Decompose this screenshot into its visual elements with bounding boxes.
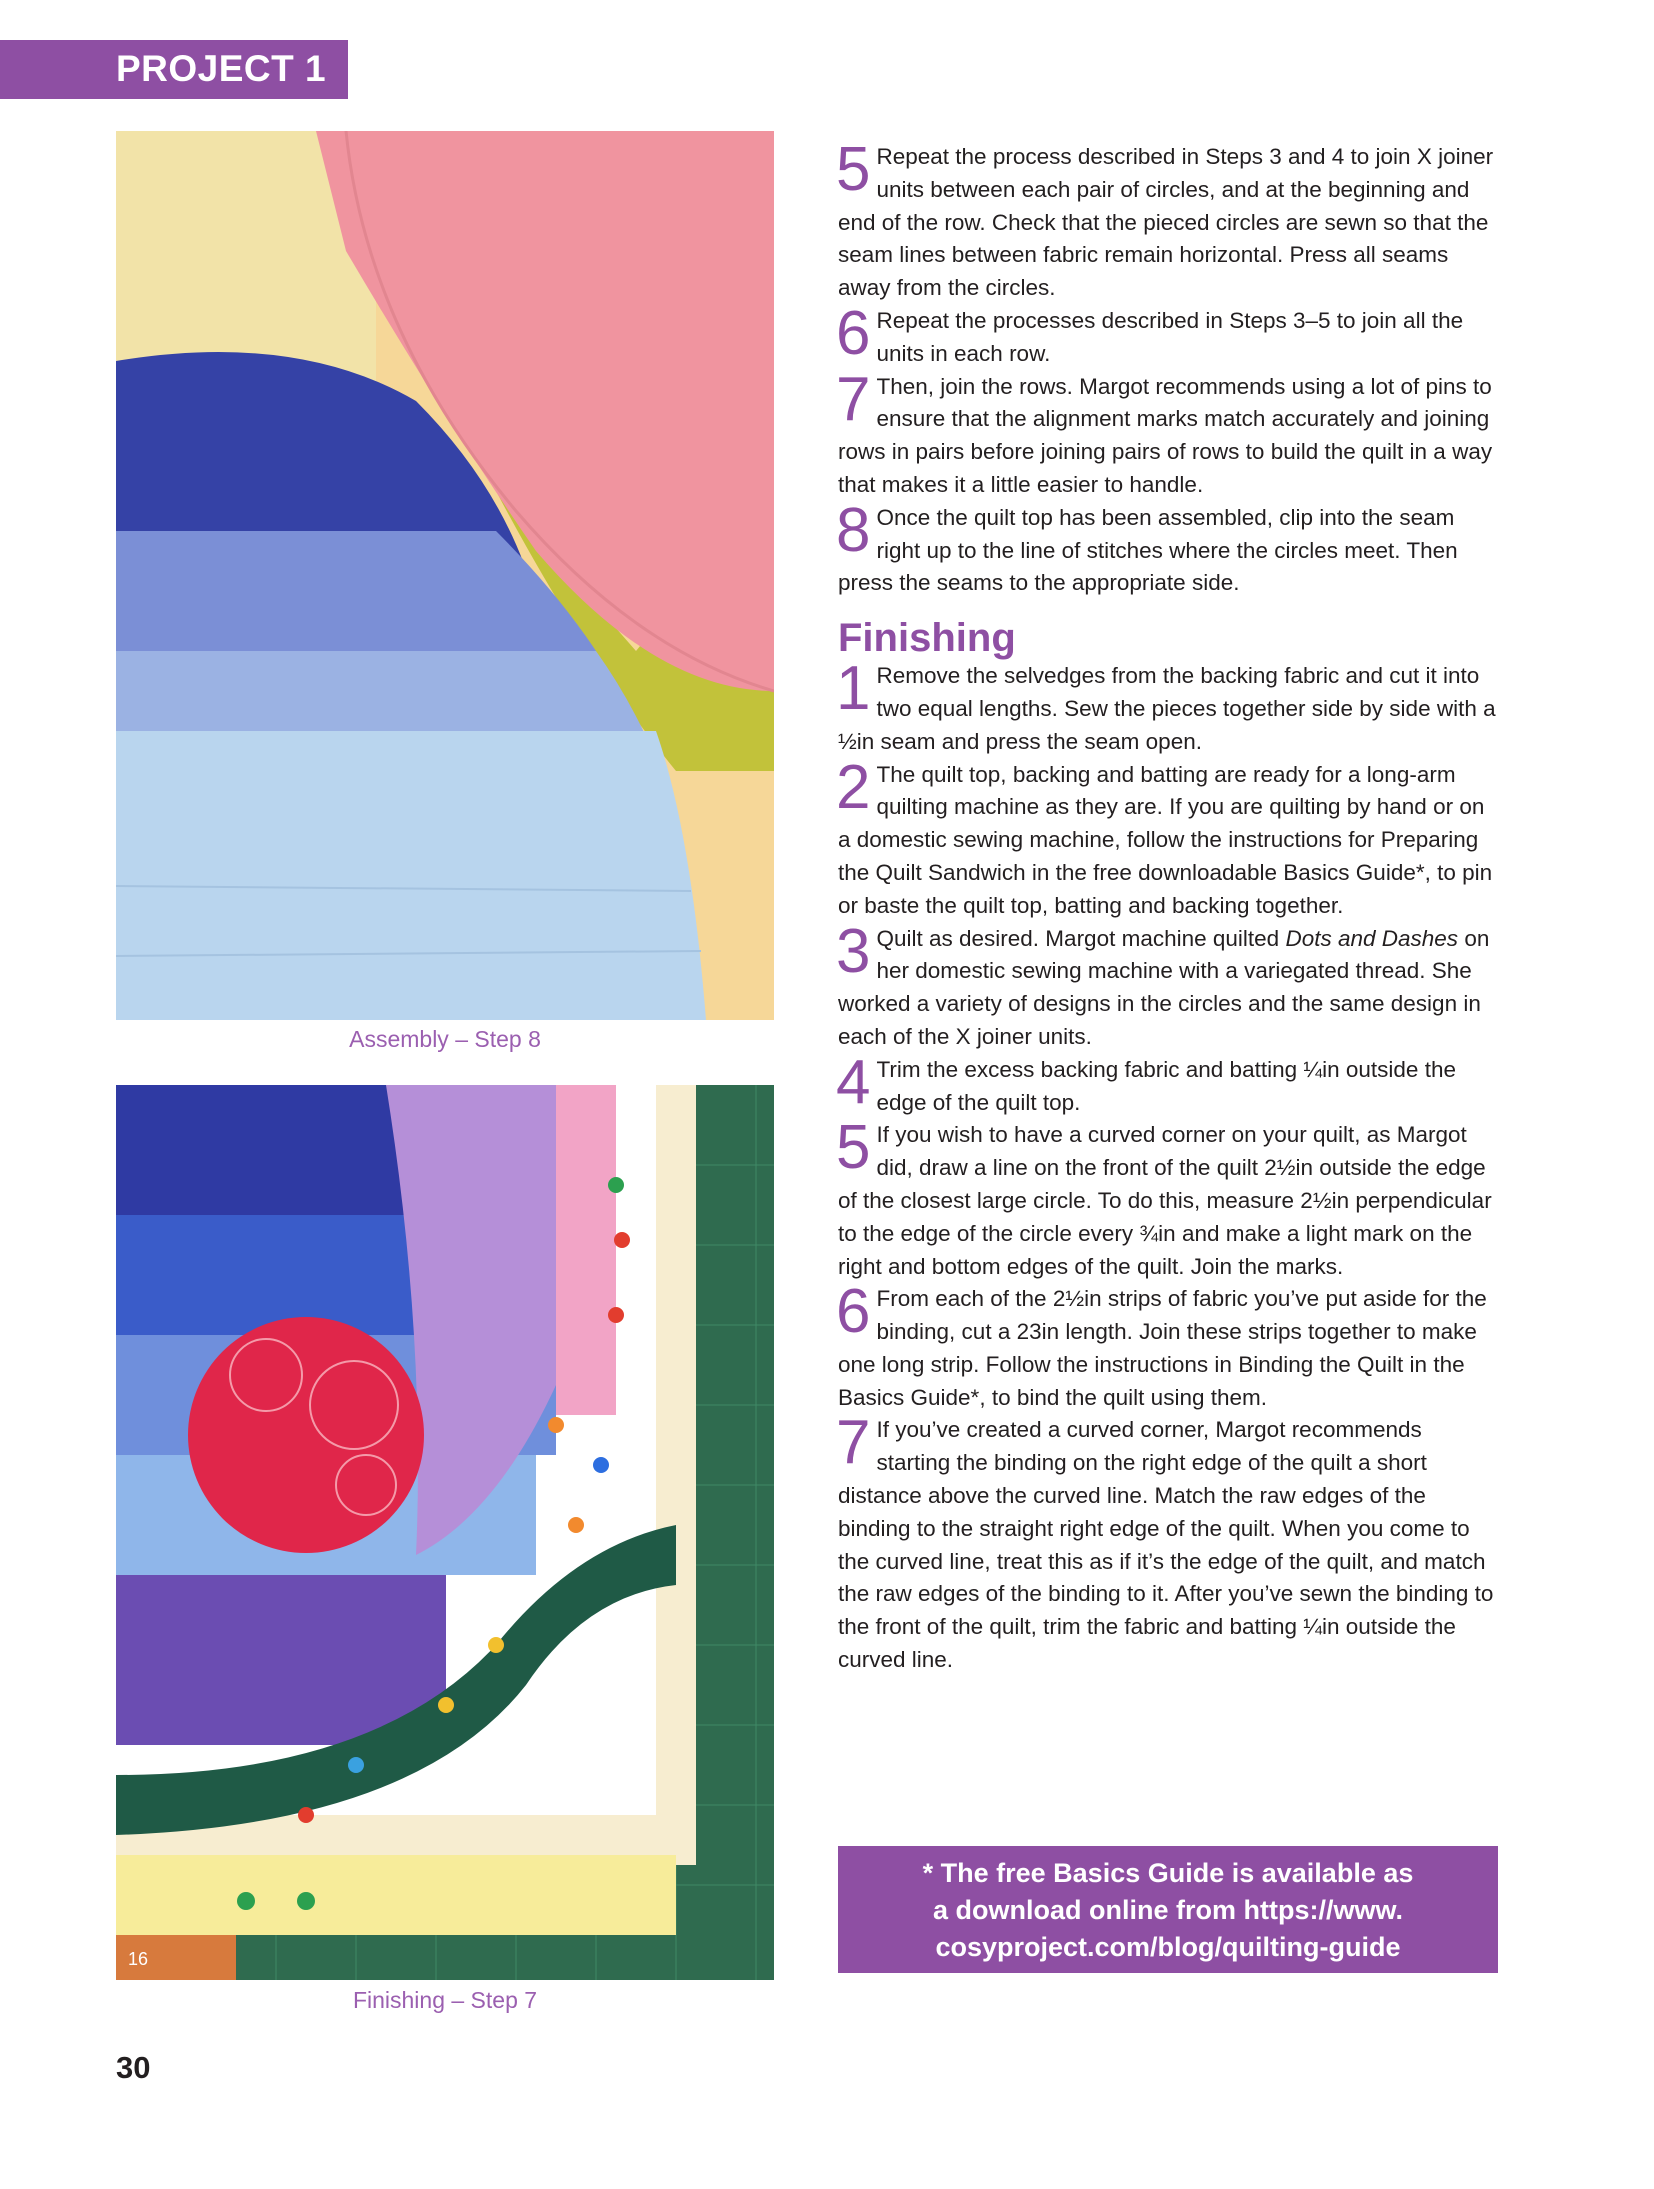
step-text: Then, join the rows. Margot recommends using a lot of pins to ensure that the alignment marks match accurately and joining rows in pairs before joining pairs of rows to build the quilt in a way that makes it a little easier to handle. <box>838 373 1493 497</box>
step-text-start: Quilt as desired. Margot machine quilted <box>876 925 1286 951</box>
quilt-photo-icon <box>116 1085 774 1980</box>
step-text-end: on her domestic sewing machine with a variegated thread. She worked a variety of designs in the circles and the same design in each of the X joiner units. <box>838 925 1490 1049</box>
basics-guide-callout <box>838 1846 1498 1973</box>
section-header-tab <box>0 40 348 99</box>
step-number: 6 <box>836 298 871 368</box>
step-number: 7 <box>836 364 871 434</box>
step-item <box>836 1113 1498 1283</box>
step-item <box>836 752 1498 923</box>
step-text: The quilt top, backing and batting are ready for a long-arm quilting machine as they are. If you are quilting by hand or on a domestic sewing machine, follow the instructions for Preparing the Quilt Sandwich in the free downloadable Basics Guide*, to pin or baste the quilt top, batting and backing together. <box>838 761 1493 918</box>
step-item <box>836 654 1498 758</box>
page-number: 30 <box>116 2050 151 2085</box>
step-item <box>836 298 1498 371</box>
step-number: 7 <box>836 1408 871 1478</box>
step-item <box>836 1277 1498 1414</box>
step-text <box>836 916 1498 1054</box>
section-heading: Finishing <box>838 616 1016 661</box>
assembly-photo <box>116 131 774 1020</box>
finishing-photo <box>116 1085 774 1980</box>
ruler-mark-label: 16 <box>128 1949 149 1969</box>
step-item <box>836 364 1498 502</box>
step-item <box>836 1408 1498 1676</box>
step-number: 3 <box>836 916 871 986</box>
step-text: If you wish to have a curved corner on your quilt, as Margot did, draw a line on the front of the quilt 2½in outside the edge of the closest large circle. To do this, measure 2½in perpendicular to the edge of the circle every ¾in and make a light mark on the right and bottom edges of the quilt. Join the marks. <box>838 1122 1492 1279</box>
figure-caption: Assembly – Step 8 <box>349 1026 541 1052</box>
step-number: 4 <box>836 1047 871 1117</box>
step-number: 6 <box>836 1277 871 1347</box>
figure-caption: Finishing – Step 7 <box>352 1987 538 2013</box>
quilt-name: Dots and Dashes <box>1285 925 1459 951</box>
step-item <box>836 135 1498 305</box>
step-item <box>836 495 1498 600</box>
step-text: Repeat the process described in Steps 3 and 4 to join X joiner units between each pair of circles, and at the beginning and end of the row. Check that the pieced circles are sewn so that the seam lines between fabric remain horizontal. Press all seams away from the circles. <box>838 144 1494 301</box>
step-number: 1 <box>836 654 871 724</box>
quilt-photo-icon <box>116 131 774 1020</box>
step-text: Repeat the processes described in Steps 3–5 to join all the units in each row. <box>876 307 1464 366</box>
section-title: PROJECT 1 <box>116 48 327 89</box>
callout-line[interactable]: a download online from https://www. <box>933 1895 1403 1925</box>
step-number: 8 <box>836 495 871 565</box>
step-text: Remove the selvedges from the backing fabric and cut it into two equal lengths. Sew the pieces together side by side with a ½in seam and press the seam open. <box>838 663 1496 754</box>
callout-line[interactable]: cosyproject.com/blog/quilting-guide <box>935 1932 1401 1962</box>
step-text: If you’ve created a curved corner, Margot recommends starting the binding on the right edge of the quilt a short distance above the curved line. Match the raw edges of the binding to the straight right edge of the quilt. When you come to the curved line, treat this as if it’s the edge of the quilt, and match the raw edges of the binding to it. After you’ve sewn the binding to the front of the quilt, trim the fabric and batting ¼in outside the curved line. <box>838 1417 1494 1673</box>
step-number: 5 <box>836 1113 871 1183</box>
step-text: Trim the excess backing fabric and batting ¼in outside the edge of the quilt top. <box>876 1056 1456 1115</box>
callout-line: * The free Basics Guide is available as <box>922 1858 1414 1888</box>
step-number: 2 <box>836 752 871 822</box>
step-number: 5 <box>836 135 871 204</box>
step-item <box>836 1047 1498 1120</box>
step-item <box>836 916 1498 1054</box>
step-text: From each of the 2½in strips of fabric you’ve put aside for the binding, cut a 23in length. Join these strips together to make one long strip. Follow the instructions in Binding the Quilt in the Basics Guide*, to bind the quilt using them. <box>838 1286 1487 1410</box>
step-text: Once the quilt top has been assembled, clip into the seam right up to the line of stitches where the circles meet. Then press the seams to the appropriate side. <box>838 504 1458 596</box>
instructions-column <box>836 135 1498 1677</box>
